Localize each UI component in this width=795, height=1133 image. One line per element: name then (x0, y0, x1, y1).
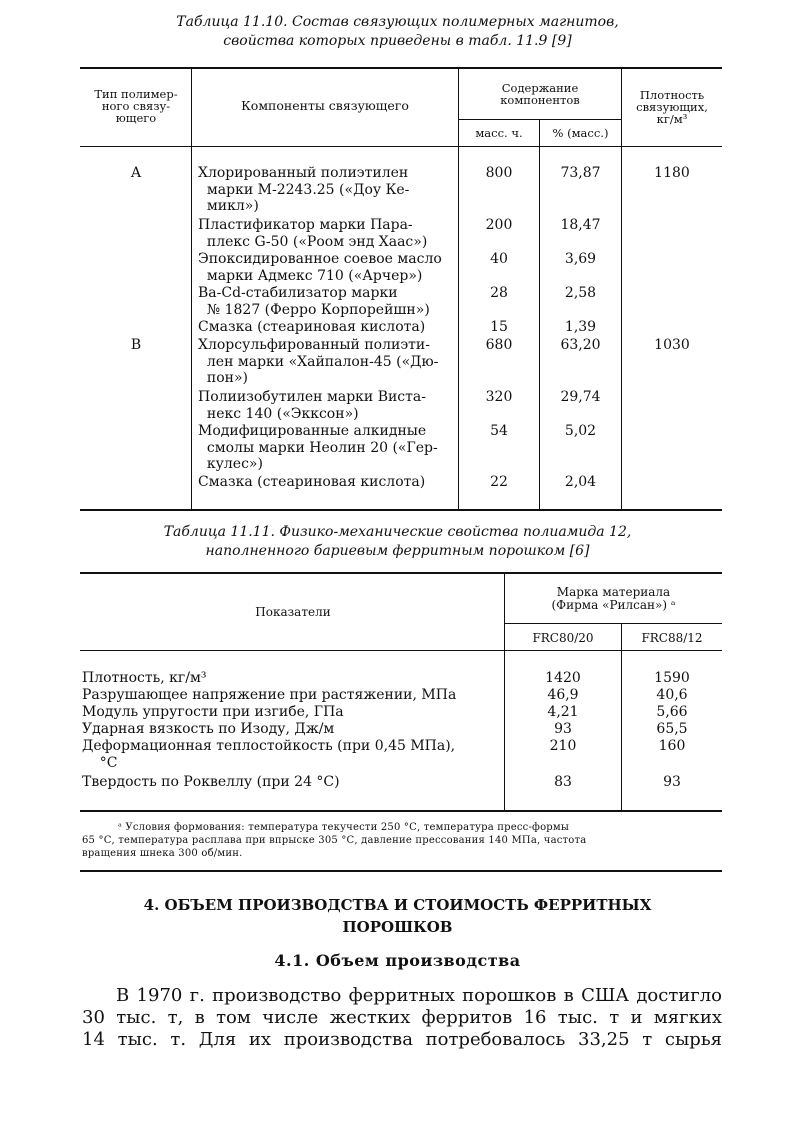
indicator-label: Ударная вязкость по Изоду, Дж/м (82, 721, 335, 737)
header-mass-parts: масс. ч. (475, 126, 523, 140)
section-title-line-1: 4. ОБЪЕМ ПРОИЗВОДСТВА И СТОИМОСТЬ ФЕРРИТНЫХ (143, 896, 652, 914)
table-bottom-rule (80, 810, 722, 812)
col-divider-1 (191, 69, 192, 510)
mass-parts: 15 (490, 319, 508, 335)
subsection-title: 4.1. Объем производства (274, 951, 521, 970)
header-binder-type: Тип полимер- ного связу- ющего (94, 87, 178, 125)
mass-percent: 2,04 (564, 474, 597, 490)
component-name: Полиизобутилен марки Виста- некс 140 («Экксон») (198, 389, 426, 422)
component-name: Пластификатор марки Пара- плекс G-50 («Роом энд Хаас») (198, 217, 428, 250)
value-frc80-20: 93 (554, 721, 572, 737)
paragraph-line: 14 тыс. т. Для их производства потребовалось 33,25 т сырья (82, 1029, 722, 1050)
mass-percent: 2,58 (564, 285, 597, 301)
indicator-label: Твердость по Роквеллу (при 24 °С) (82, 774, 340, 790)
value-frc80-20: 210 (549, 738, 577, 754)
header-indicators: Показатели (255, 605, 331, 619)
paragraph-line: В 1970 г. производство ферритных порошков в США достигло (116, 985, 722, 1006)
mass-parts: 200 (485, 217, 513, 233)
footnote-line: 65 °С, температура расплава при впрыске 305 °С, давление прессования 140 МПа, частота (82, 835, 587, 846)
binder-type: A (130, 165, 142, 181)
component-name: Модифицированные алкидные смолы марки Неолин 20 («Гер- кулес») (198, 423, 438, 472)
table-11-10-caption-line-2: свойства которых приведены в табл. 11.9 [9] (223, 33, 572, 49)
header-frc88-12: FRC88/12 (641, 631, 703, 645)
footnote-line: ᵃ Условия формования: температура текучести 250 °С, температура пресс-формы (118, 822, 570, 833)
value-frc80-20: 1420 (545, 670, 581, 686)
table-bottom-rule (80, 509, 722, 511)
footnote-line: вращения шнека 300 об/мин. (82, 848, 243, 859)
component-name: Смазка (стеариновая кислота) (198, 319, 426, 335)
value-frc88-12: 40,6 (656, 687, 688, 703)
binder-density: 1030 (654, 337, 690, 353)
mass-percent: 3,69 (564, 251, 597, 267)
header-bottom-rule (80, 650, 722, 651)
indicator-label: Плотность, кг/м³ (82, 670, 207, 686)
value-frc88-12: 1590 (654, 670, 690, 686)
value-frc80-20: 83 (554, 774, 572, 790)
header-bottom-rule (80, 146, 722, 147)
value-frc80-20: 46,9 (547, 687, 579, 703)
component-name: Хлорированный полиэтилен марки М-2243.25 («Доу Ке- микл») (198, 165, 410, 214)
indicator-label: Разрушающее напряжение при растяжении, МПа (82, 687, 457, 703)
value-frc88-12: 93 (663, 774, 681, 790)
header-components: Компоненты связующего (241, 98, 409, 113)
header-mass-percent: % (масс.) (552, 126, 609, 140)
binder-density: 1180 (654, 165, 690, 181)
body-paragraph (82, 985, 722, 1051)
value-frc88-12: 65,5 (656, 721, 688, 737)
indicator-label: Деформационная теплостойкость (при 0,45 МПа), °С (82, 738, 456, 771)
mass-parts: 22 (490, 474, 508, 490)
mass-percent: 1,39 (564, 319, 597, 335)
value-frc88-12: 5,66 (656, 704, 688, 720)
component-name: Эпоксидированное соевое масло марки Адмекс 710 («Арчер») (198, 251, 442, 284)
mass-parts: 320 (485, 389, 513, 405)
mass-percent: 63,20 (560, 337, 601, 353)
mass-parts: 800 (485, 165, 513, 181)
mass-parts: 40 (490, 251, 508, 267)
header-material-grade: Марка материала (Фирма «Рилсан») ᵃ (551, 585, 676, 612)
mass-percent: 18,47 (560, 217, 601, 233)
material-subheader-rule (504, 623, 722, 624)
table-11-11-caption-line-1: Таблица 11.11. Физико-механические свойства полиамида 12, (163, 524, 632, 540)
mass-percent: 73,87 (560, 165, 601, 181)
component-name: Ba-Cd-стабилизатор марки № 1827 (Ферро Корпорейшн») (198, 285, 430, 318)
value-frc88-12: 160 (658, 738, 686, 754)
header-content: Содержание компонентов (500, 81, 580, 107)
table-11-11-caption-line-2: наполненного бариевым ферритным порошком [6] (205, 543, 590, 559)
indicator-label: Модуль упругости при изгибе, ГПа (82, 704, 344, 720)
value-frc80-20: 4,21 (547, 704, 579, 720)
component-name: Смазка (стеариновая кислота) (198, 474, 426, 490)
footnote-bottom-rule (80, 870, 722, 872)
binder-type: B (130, 337, 142, 353)
section-title-line-2: ПОРОШКОВ (342, 918, 453, 936)
table-top-rule (80, 572, 722, 574)
table-top-rule (80, 67, 722, 69)
mass-parts: 54 (490, 423, 508, 439)
paragraph-line: 30 тыс. т, в том числе жестких ферритов 16 тыс. т и мягких (82, 1007, 722, 1028)
mass-percent: 5,02 (564, 423, 597, 439)
mass-parts: 680 (485, 337, 513, 353)
component-name: Хлорсульфированный полиэти- лен марки «Хайпалон-45 («Дю- пон») (198, 337, 439, 386)
header-density: Плотность связующих, кг/м³ (636, 88, 708, 126)
header-frc80-20: FRC80/20 (532, 631, 594, 645)
mass-percent: 29,74 (560, 389, 601, 405)
mass-parts: 28 (490, 285, 508, 301)
table-11-10-caption-line-1: Таблица 11.10. Состав связующих полимерных магнитов, (176, 14, 619, 30)
col-divider-4 (621, 69, 622, 510)
